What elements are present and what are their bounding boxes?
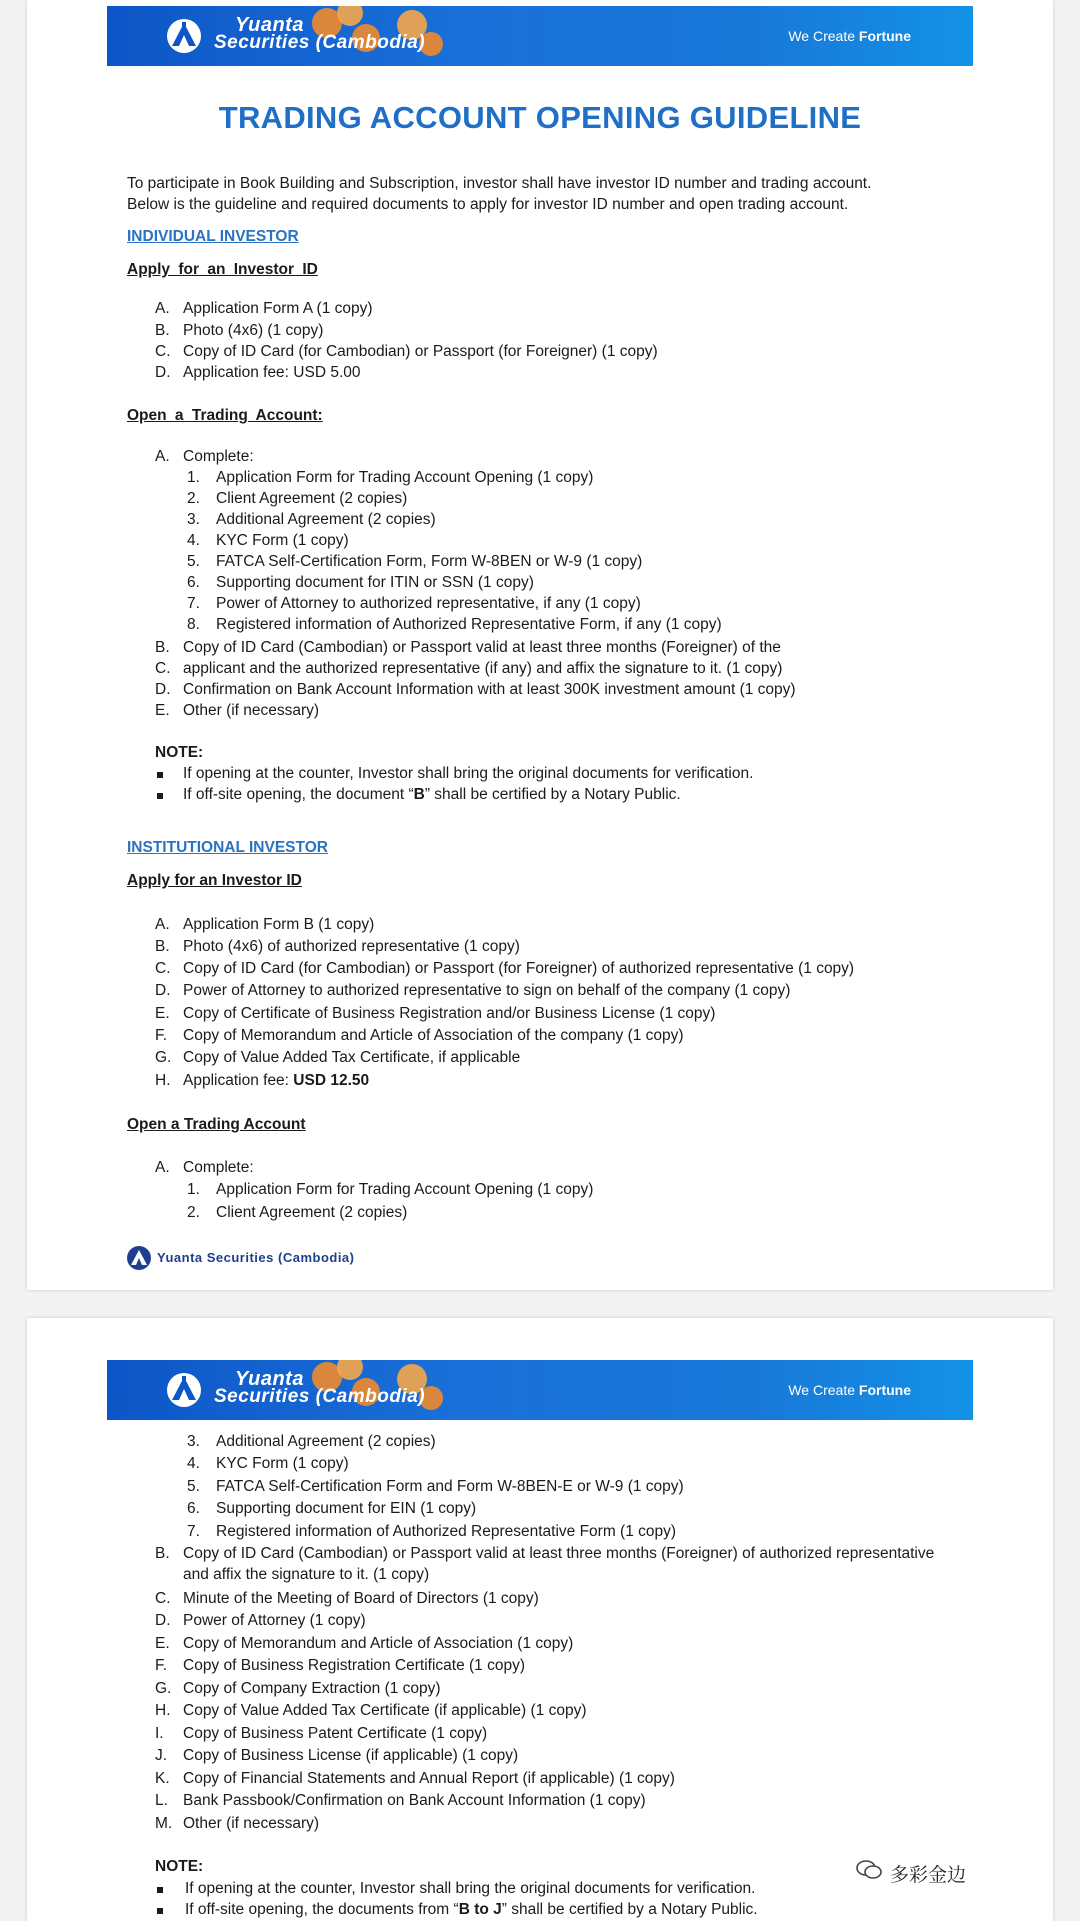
- list-marker: D.: [155, 364, 171, 381]
- brand-name-line2: Securities (Cambodia): [214, 1386, 426, 1407]
- bullet-icon: [157, 772, 163, 778]
- list-item: Other (if necessary): [183, 702, 320, 719]
- list-marker: H.: [155, 1702, 171, 1719]
- list-marker: 8.: [187, 616, 200, 633]
- list-item: Application Form B (1 copy): [183, 916, 375, 933]
- list-marker: 4.: [187, 1455, 200, 1472]
- intro-line: To participate in Book Building and Subscription, investor shall have investor ID number and trading account.: [127, 175, 872, 192]
- list-marker: L.: [155, 1792, 168, 1809]
- section-heading-institutional: INSTITUTIONAL INVESTOR: [127, 839, 328, 856]
- note-heading: NOTE:: [155, 1858, 204, 1875]
- list-marker: 2.: [187, 490, 200, 507]
- list-item: applicant and the authorized representative (if any) and affix the signature to it. (1 copy): [183, 660, 783, 677]
- page-title: TRADING ACCOUNT OPENING GUIDELINE: [218, 100, 862, 135]
- flower-decoration: [337, 6, 363, 26]
- subheading-apply-investor-id: Apply for an Investor ID: [127, 261, 318, 278]
- list-item: Copy of ID Card (Cambodian) or Passport valid at least three months (Foreigner) of authorized representative: [183, 1545, 935, 1562]
- brand-logo-icon: [167, 1373, 201, 1407]
- list-marker: 6.: [187, 1500, 200, 1517]
- brand-tagline: We Create Fortune: [788, 28, 911, 44]
- flower-decoration: [337, 1360, 363, 1380]
- list-marker: F.: [155, 1657, 168, 1674]
- list-item: Additional Agreement (2 copies): [216, 1433, 436, 1450]
- list-item: Photo (4x6) (1 copy): [183, 322, 324, 339]
- chat-bubble-icon: [856, 1859, 882, 1881]
- document-page-1: [27, 0, 1053, 1290]
- list-item: Client Agreement (2 copies): [216, 1204, 408, 1221]
- list-marker: 6.: [187, 574, 200, 591]
- list-item: Other (if necessary): [183, 1815, 320, 1832]
- list-marker: G.: [155, 1049, 172, 1066]
- footer-brand: Yuanta Securities (Cambodia): [157, 1250, 355, 1265]
- list-marker: E.: [155, 1635, 170, 1652]
- note-item: If off-site opening, the documents from “B to J” shall be certified by a Notary Public.: [185, 1901, 758, 1918]
- list-marker: C.: [155, 660, 171, 677]
- list-marker: 2.: [187, 1204, 200, 1221]
- list-marker: D.: [155, 1612, 171, 1629]
- list-item: Copy of ID Card (Cambodian) or Passport valid at least three months (Foreigner) of the: [183, 639, 781, 656]
- list-item: Copy of Business License (if applicable) (1 copy): [183, 1747, 519, 1764]
- list-item: KYC Form (1 copy): [216, 1455, 349, 1472]
- list-item: Copy of ID Card (for Cambodian) or Passport (for Foreigner) of authorized representative (1 copy): [183, 960, 855, 977]
- list-marker: B.: [155, 1545, 170, 1562]
- list-item: Supporting document for EIN (1 copy): [216, 1500, 477, 1517]
- list-item: Application Form for Trading Account Opening (1 copy): [216, 1181, 594, 1198]
- list-marker: H.: [155, 1072, 171, 1089]
- list-item: Complete:: [183, 1159, 254, 1176]
- list-item: Bank Passbook/Confirmation on Bank Account Information (1 copy): [183, 1792, 646, 1809]
- list-item: Power of Attorney (1 copy): [183, 1612, 366, 1629]
- list-item: Confirmation on Bank Account Information with at least 300K investment amount (1 copy): [183, 681, 796, 698]
- list-marker: 1.: [187, 469, 200, 486]
- list-marker: E.: [155, 702, 170, 719]
- list-item: Supporting document for ITIN or SSN (1 copy): [216, 574, 534, 591]
- note-item: If off-site opening, the document “B” shall be certified by a Notary Public.: [183, 786, 681, 803]
- list-item: Copy of Financial Statements and Annual Report (if applicable) (1 copy): [183, 1770, 675, 1787]
- list-item: Additional Agreement (2 copies): [216, 511, 436, 528]
- document-page-2: [27, 1318, 1053, 1921]
- list-marker: B.: [155, 639, 170, 656]
- list-marker: B.: [155, 322, 170, 339]
- list-marker: 5.: [187, 553, 200, 570]
- list-marker: B.: [155, 938, 170, 955]
- list-item: KYC Form (1 copy): [216, 532, 349, 549]
- list-item-continuation: and affix the signature to it. (1 copy): [183, 1566, 430, 1583]
- list-item: Minute of the Meeting of Board of Directors (1 copy): [183, 1590, 539, 1607]
- watermark-text: 多彩金边: [890, 1865, 967, 1886]
- list-marker: 1.: [187, 1181, 200, 1198]
- list-item: Application fee: USD 12.50: [183, 1072, 370, 1089]
- list-marker: 5.: [187, 1478, 200, 1495]
- list-marker: I.: [155, 1725, 164, 1742]
- list-item: Copy of Business Registration Certificate (1 copy): [183, 1657, 526, 1674]
- list-marker: A.: [155, 300, 170, 317]
- subheading-open-trading-account: Open a Trading Account: [127, 1116, 306, 1133]
- list-marker: 4.: [187, 532, 200, 549]
- note-heading: NOTE:: [155, 744, 204, 761]
- intro-line: Below is the guideline and required documents to apply for investor ID number and open trading account.: [127, 196, 849, 213]
- note-item: If opening at the counter, Investor shall bring the original documents for verification.: [183, 765, 754, 782]
- list-marker: J.: [155, 1747, 168, 1764]
- list-marker: A.: [155, 916, 170, 933]
- list-marker: C.: [155, 1590, 171, 1607]
- list-marker: D.: [155, 681, 171, 698]
- brand-logo-icon: [167, 19, 201, 53]
- list-item: Application fee: USD 5.00: [183, 364, 361, 381]
- note-item: If opening at the counter, Investor shall bring the original documents for verification.: [185, 1880, 756, 1897]
- list-item: Copy of Memorandum and Article of Association of the company (1 copy): [183, 1027, 684, 1044]
- footer-logo-icon: [127, 1246, 151, 1270]
- list-item: Registered information of Authorized Representative Form, if any (1 copy): [216, 616, 722, 633]
- list-item: Copy of Memorandum and Article of Association (1 copy): [183, 1635, 574, 1652]
- brand-tagline: We Create Fortune: [788, 1382, 911, 1398]
- list-marker: A.: [155, 448, 170, 465]
- brand-name-line2: Securities (Cambodia): [214, 32, 426, 53]
- list-item: Copy of Value Added Tax Certificate, if applicable: [183, 1049, 521, 1066]
- list-marker: 3.: [187, 1433, 200, 1450]
- list-marker: A.: [155, 1159, 170, 1176]
- list-item: Copy of Value Added Tax Certificate (if applicable) (1 copy): [183, 1702, 587, 1719]
- list-item: Copy of ID Card (for Cambodian) or Passport (for Foreigner) (1 copy): [183, 343, 658, 360]
- list-item: Application Form for Trading Account Opening (1 copy): [216, 469, 594, 486]
- brand-name-line1: Yuanta: [235, 1368, 304, 1390]
- list-item: Photo (4x6) of authorized representative (1 copy): [183, 938, 520, 955]
- list-item: Complete:: [183, 448, 254, 465]
- list-item: FATCA Self-Certification Form and Form W-8BEN-E or W-9 (1 copy): [216, 1478, 684, 1495]
- list-item: Copy of Certificate of Business Registration and/or Business License (1 copy): [183, 1005, 716, 1022]
- list-marker: C.: [155, 343, 171, 360]
- list-item: FATCA Self-Certification Form, Form W-8BEN or W-9 (1 copy): [216, 553, 643, 570]
- list-marker: E.: [155, 1005, 170, 1022]
- brand-name-line1: Yuanta: [235, 14, 304, 36]
- list-marker: 3.: [187, 511, 200, 528]
- list-item: Registered information of Authorized Representative Form (1 copy): [216, 1523, 677, 1540]
- list-item: Application Form A (1 copy): [183, 300, 373, 317]
- list-marker: M.: [155, 1815, 173, 1832]
- bullet-icon: [157, 1908, 163, 1914]
- subheading-apply-investor-id: Apply for an Investor ID: [127, 872, 302, 889]
- list-item: Power of Attorney to authorized representative to sign on behalf of the company (1 copy): [183, 982, 791, 999]
- list-item: Client Agreement (2 copies): [216, 490, 408, 507]
- list-marker: 7.: [187, 595, 200, 612]
- list-marker: F.: [155, 1027, 168, 1044]
- list-marker: G.: [155, 1680, 172, 1697]
- list-item: Copy of Company Extraction (1 copy): [183, 1680, 441, 1697]
- list-item: Power of Attorney to authorized representative, if any (1 copy): [216, 595, 641, 612]
- list-marker: K.: [155, 1770, 170, 1787]
- list-marker: 7.: [187, 1523, 200, 1540]
- subheading-open-trading-account: Open a Trading Account:: [127, 407, 323, 424]
- header-banner: [107, 1360, 973, 1420]
- section-heading-individual: INDIVIDUAL INVESTOR: [127, 228, 299, 245]
- list-marker: C.: [155, 960, 171, 977]
- header-banner: [107, 6, 973, 66]
- list-item: Copy of Business Patent Certificate (1 copy): [183, 1725, 488, 1742]
- bullet-icon: [157, 793, 163, 799]
- list-marker: D.: [155, 982, 171, 999]
- bullet-icon: [157, 1887, 163, 1893]
